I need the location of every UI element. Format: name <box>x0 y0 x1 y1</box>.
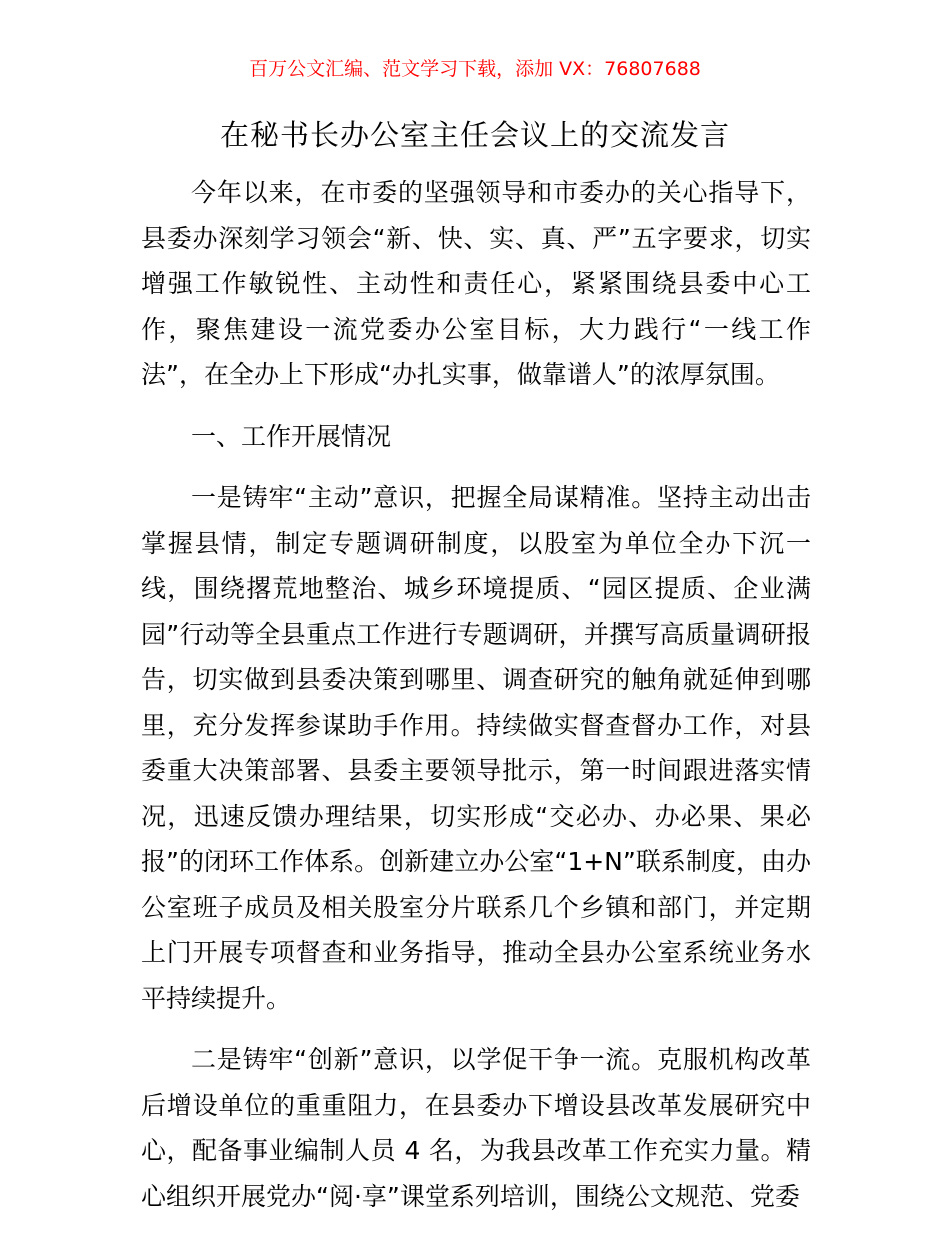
paragraph-intro: 今年以来，在市委的坚强领导和市委办的关心指导下，县委办深刻学习领会“新、快、实、真、严”五字要求，切实增强工作敏锐性、主动性和责任心，紧紧围绕县委中心工作，聚焦建设一流党委办公室目标，大力践行“一线工作法”，在全办上下形成“办扎实事，做靠谱人”的浓厚氛围。 <box>141 178 811 389</box>
section-heading: 一、工作开展情况 <box>191 421 392 451</box>
document-body <box>141 170 811 1235</box>
paragraph-item-1: 一是铸牢“主动”意识，把握全局谋精准。坚持主动出击掌握县情，制定专题调研制度，以股室为单位全办下沉一线，围绕撂荒地整治、城乡环境提质、“园区提质、企业满园”行动等全县重点工作进行专题调研，并撰写高质量调研报告，切实做到县委决策到哪里、调查研究的触角就延伸到哪里，充分发挥参谋助手作用。持续做实督查督办工作，对县委重大决策部署、县委主要领导批示，第一时间跟进落实情况，迅速反馈办理结果，切实形成“交必办、办必果、果必报”的闭环工作体系。创新建立办公室“1+N”联系制度，由办公室班子成员及相关股室分片联系几个乡镇和部门，并定期上门开展专项督查和业务指导，推动全县办公室系统业务水平持续提升。 <box>141 483 811 1013</box>
document-title: 在秘书长办公室主任会议上的交流发言 <box>219 118 730 152</box>
watermark-header: 百万公文汇编、范文学习下载，添加 VX：76807688 <box>249 58 701 80</box>
paragraph-item-2: 二是铸牢“创新”意识，以学促干争一流。克服机构改革后增设单位的重重阻力，在县委办下增设县改革发展研究中心，配备事业编制人员 4 名，为我县改革工作充实力量。精心组织开展党办“阅·享”课堂系列培训，围绕公文规范、党委 <box>141 1045 811 1211</box>
